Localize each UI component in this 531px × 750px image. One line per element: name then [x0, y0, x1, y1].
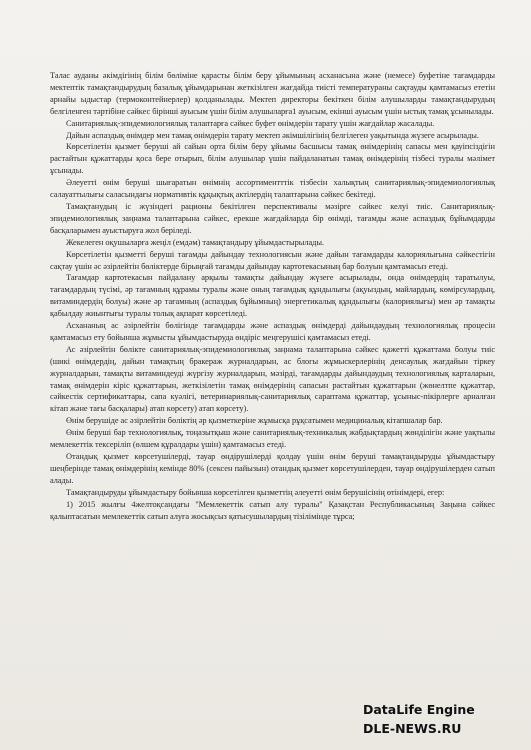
- paragraph: Әлеуетті өнім беруші шығаратын өнімнің ассортиментттік тізбесін халықтың санитариялық-эпидемиологиялық салауаттылығы саласындағы нормативтік құқықтық актілердің талаптарына сәйкес бекітеді.: [50, 178, 495, 200]
- paragraph: Өнім берушіде ас әзірлейтін бөліктің әр қызметкеріне жұмысқа рұқсатымен медициналық кітапшалар бар.: [66, 416, 443, 426]
- watermark: [363, 700, 513, 738]
- paragraph: Асхананың ас әзірлейтін бөлігінде тағамдарды және аспаздық өнімдерді дайындаудың технологиялық процесін қамтамасыз ету бойынша жұмысты ұйымдастыруда өндіріс меңгерушісі қамтамасыз етеді.: [50, 321, 495, 342]
- paragraph: Тамақтандыруды ұйымдастыру бойынша көрсетілген қызметтің әлеуетті өнім берушісінің өтінімдері, егер:: [66, 487, 445, 497]
- paragraph: Тамақтанудың іс жүзіндегі рационы бекітілген перспективалы мәзірге сәйкес келуі тиіс. Санитариялық-эпидемиологиялық заңнама талаптарына сәйкес, ерекше жағдайларда бір өнімді, тағамды және аспаздық бұйымдарды басқаларымен ауыстыруға жол беріледі.: [50, 201, 495, 235]
- document-body: [50, 70, 495, 522]
- paragraph: Көрсетілетін қызмет беруші ай сайын орта білім беру ұйымы басшысы тамақ өнімдерінің сапасы мен қауіпсіздігін растайтын құжаттарды қоса бере отырып, білім алушылар үшін пайдаланатын тамақ өнімдерінің тізбесі туралы мәлімет ұсынады.: [50, 142, 495, 176]
- paragraph: Талас ауданы әкімдігінің білім бөліміне қарасты білім беру ұйымының асханасына және (немесе) буфетіне тағамдарды мектептік тамақтандырудың базалық ұйымдарынан жеткізілген жағдайда тиісті температураны сақтауды қамтамасыз ететін арнайы ыдыстар (термоконтейнерлер) қолданылады. Мектеп директоры бекіткен білім алушыларды тамақтандырудың белгіленген тәртібіне сәйкес бірінші ауысым үшін білім алушыларға1 ауысым, екінші ауысым үшін ыстық тамақ ұсынылады.: [50, 71, 495, 116]
- watermark-line-site: DLE-NEWS.RU: [363, 721, 462, 736]
- paragraph: Отандық қызмет көрсетушілерді, тауар өндірушілерді қолдау үшін өнім беруші тамақтандыруды ұйымдастыру шеңберінде тамақ өнімдерінің кемінде 80% (сексен пайызын) отандық қызмет көрсетушілерден, тауар өндірушілерден сатып алады.: [50, 452, 495, 485]
- paragraph: Көрсетілетін қызметті беруші тағамды дайындау технологиясын және дайын тағамдарды калориялығына сәйкестігін сақтау үшін әс әзірлейтін бөліктерде бірыңғай тағамды дайындау картотекасының бар болуын қамтамасыз етеді.: [50, 249, 495, 271]
- paragraph: Тағамдар картотекасын пайдалану арқылы тамақты дайындау жүзеге асырылады, онда өнімдердің таратылуы, тағамдардың түсімі, әр тағамның құрамы туралы және оның тағамдық құндылығы (ақуыздың, майлардың, көмірсулардың, витаминдердің болуы) және әр тағамның (аспаздық бұйымның) энергетикалық құндылығы (калориялығы) мен әр тамақты қабылдау жиынтығы туралы толық ақпарат көрсетіледі.: [50, 273, 495, 319]
- paragraph: Дайын аспаздық өнімдер мен тамақ өнімдерін тарату мектеп әкімшілігінің белгілеген уақытында жүзеге асырылады.: [66, 130, 479, 140]
- paragraph: 1) 2015 жылғы 4желтоқсандағы "Мемлекеттік сатып алу туралы" Қазақстан Республикасының Заңына сәйкес қалыптасатын мемлекеттік сатып алуға жосықсыз қатысушылардың тізілімінде тұрса;: [50, 499, 495, 521]
- paragraph: Ас әзірлейтін бөлікте санитариялық-эпидемиологиялық заңнама талаптарына сәйкес қажетті құжаттама болуы тиіс (шикі өнімдердің, дайын тамақтың бракераж журналдарын, ас блогы жұмыскерлерінің денсаулық жағдайын тіркеу журналдарын, тамақты витаминдеуді жүргізу журналдарын, мәзірді, тағамдарды дайындаудың технологиялық карталарын, тамақ өнімдерін кіріс құжаттарын, жеткізілетін тамақ өнімдерінің сапасын растайтын құжаттарын (жөнелтпе құжаттар, сәйкестік сертификаттары, сапа куәлігі, ветеринариялық-санитариялық сараптама құжаттар, ұсыныс-пікірлерге арналған кітап және тағы басқалары) атап көрсету) атап көрсету).: [50, 344, 495, 414]
- paragraph: Өнім беруші бар технологиялық, тоңазытқыш және санитариялық-техникалық жабдықтардың жөнділігін және уақтылы мемлекеттік тексеріліп (өлшем құралдары үшін) қамтамасыз етеді.: [50, 428, 495, 450]
- watermark-line-engine: DataLife Engine: [363, 702, 475, 717]
- paragraph: Жекелеген оқушыларға жеңіл (емдәм) тамақтандыру ұйымдастырылады.: [66, 237, 324, 247]
- paragraph: Санитариялық-эпидемиологиялық талаптарға сәйкес буфет өнімдерін тарату үшін жағдайлар жасалады.: [66, 118, 435, 128]
